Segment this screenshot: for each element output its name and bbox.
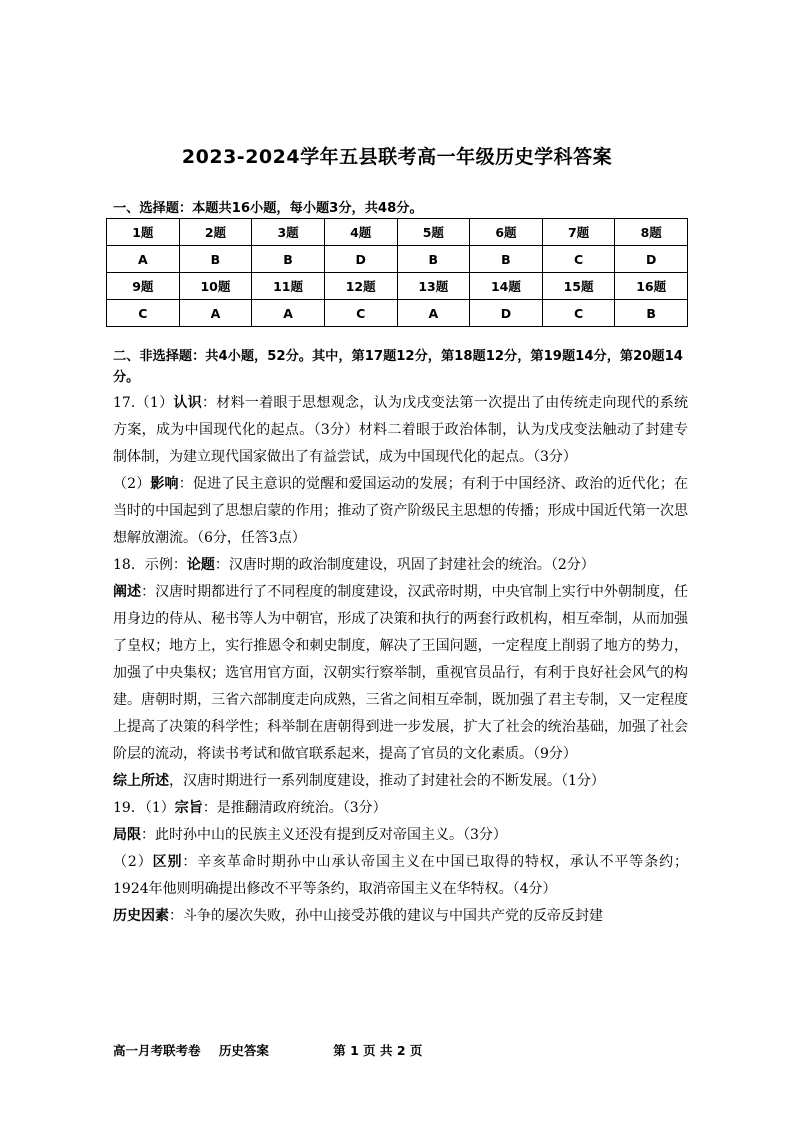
answer-text: ：是推翻清政府统治。（3分） <box>202 800 387 816</box>
question-label: 9题 <box>107 273 180 300</box>
section2-heading: 二、非选择题：共4小题，52分。其中，第17题12分，第18题12分，第19题14分，第20题14分。 <box>113 349 683 385</box>
q18-part1 <box>113 552 688 579</box>
question-label: 5题 <box>397 219 470 246</box>
question-label: 10题 <box>179 273 252 300</box>
term-label: 局限 <box>113 827 141 843</box>
question-label: 3题 <box>252 219 325 246</box>
answer-cell: B <box>397 246 470 273</box>
answer-cell: A <box>179 300 252 327</box>
table-row <box>107 273 688 300</box>
q17-part1 <box>113 390 688 471</box>
answer-cell: C <box>324 300 397 327</box>
answer-cell: C <box>107 300 180 327</box>
answer-text: ：促进了民主意识的觉醒和爱国运动的发展；有利于中国经济、政治的近代化；在当时的中国起到了思想启蒙的作用；推动了资产阶级民主思想的传播；形成中国近代第一次思想解放潮流。（6分，任答3点） <box>113 476 689 546</box>
term-label: 综上所述 <box>113 773 169 789</box>
table-row <box>107 300 688 327</box>
answer-cell: A <box>107 246 180 273</box>
answer-table <box>106 218 688 327</box>
answer-text: ：斗争的屡次失败，孙中山接受苏俄的建议与中国共产党的反帝反封建 <box>169 908 603 924</box>
term-label: 历史因素 <box>113 908 169 924</box>
question-label: 8题 <box>615 219 688 246</box>
answer-cell: B <box>615 300 688 327</box>
answer-cell: D <box>324 246 397 273</box>
question-label: 14题 <box>470 273 543 300</box>
q17-part2 <box>113 471 688 552</box>
answer-cell: A <box>252 300 325 327</box>
question-label: 16题 <box>615 273 688 300</box>
answer-cell: C <box>542 246 615 273</box>
answer-cell: D <box>470 300 543 327</box>
page-footer <box>113 1041 422 1059</box>
prefix: 18．示例： <box>113 557 187 573</box>
section1-heading: 一、选择题：本题共16小题，每小题3分，共48分。 <box>113 201 423 216</box>
answer-text: ，汉唐时期进行一系列制度建设，推动了封建社会的不断发展。（1分） <box>169 773 605 789</box>
q19-part2 <box>113 822 688 849</box>
q19-part1 <box>113 795 688 822</box>
question-label: 12题 <box>324 273 397 300</box>
term-label: 阐述 <box>113 584 142 600</box>
term-label: 论题 <box>186 557 215 573</box>
answer-text: ：此时孙中山的民族主义还没有提到反对帝国主义。（3分） <box>141 827 507 843</box>
question-label: 6题 <box>470 219 543 246</box>
question-label: 11题 <box>252 273 325 300</box>
answer-cell: B <box>252 246 325 273</box>
question-label: 2题 <box>179 219 252 246</box>
footer-exam-name: 高一月考联考卷 <box>113 1043 201 1058</box>
answer-text: ：汉唐时期都进行了不同程度的制度建设，汉武帝时期，中央官制上实行中外朝制度，任用身边的侍从、秘书等人为中朝官，形成了决策和执行的两套行政机构，相互牵制，从而加强了皇权；地方上，实行推恩令和刺史制度，解决了王国问题，一定程度上削弱了地方的势力，加强了中央集权；选官用官方面，汉朝实行察举制，重视官员品行，有利于良好社会风气的构建。唐朝时期，三省六部制度走向成熟，三省之间相互牵制，既加强了君主专制，又一定程度上提高了决策的科学性；科举制在唐朝得到进一步发展，扩大了社会的统治基础，加强了社会阶层的流动，将读书考试和做官联系起来，提高了官员的文化素质。（9分） <box>113 584 689 762</box>
term-label: 认识 <box>173 395 202 411</box>
term-label: 影响 <box>150 476 179 492</box>
q18-part2 <box>113 579 688 768</box>
question-label: 15题 <box>542 273 615 300</box>
answer-cell: B <box>179 246 252 273</box>
footer-subject: 历史答案 <box>218 1043 269 1058</box>
question-label: 7题 <box>542 219 615 246</box>
q19-part3 <box>113 849 688 903</box>
answer-body <box>113 390 688 930</box>
prefix: 19．（1） <box>113 800 175 816</box>
table-row <box>107 246 688 273</box>
page-title: 2023-2024学年五县联考高一年级历史学科答案 <box>181 146 613 168</box>
table-row <box>107 219 688 246</box>
page-number: 第 1 页 共 2 页 <box>333 1043 423 1058</box>
answer-text: ：汉唐时期的政治制度建设，巩固了封建社会的统治。（2分） <box>214 557 595 573</box>
question-label: 4题 <box>324 219 397 246</box>
q19-part4 <box>113 903 688 930</box>
prefix: （2） <box>113 476 151 492</box>
term-label: 宗旨 <box>174 800 203 816</box>
answer-cell: C <box>542 300 615 327</box>
answer-text: ：材料一着眼于思想观念，认为戊戌变法第一次提出了由传统走向现代的系统方案，成为中国现代化的起点。（3分）材料二着眼于政治体制，认为戊戌变法触动了封建专制体制，为建立现代国家做出了有益尝试，成为中国现代化的起点。（3分） <box>113 395 689 465</box>
answer-cell: B <box>470 246 543 273</box>
question-label: 1题 <box>107 219 180 246</box>
q18-part3 <box>113 768 688 795</box>
answer-cell: A <box>397 300 470 327</box>
term-label: 区别 <box>152 854 183 870</box>
answer-cell: D <box>615 246 688 273</box>
question-label: 13题 <box>397 273 470 300</box>
answer-text: ：辛亥革命时期孙中山承认帝国主义在中国已取得的特权，承认不平等条约；1924年他则明确提出修改不平等条约，取消帝国主义在华特权。（4分） <box>113 854 688 897</box>
prefix: （2） <box>113 854 153 870</box>
prefix: 17.（1） <box>113 395 174 411</box>
